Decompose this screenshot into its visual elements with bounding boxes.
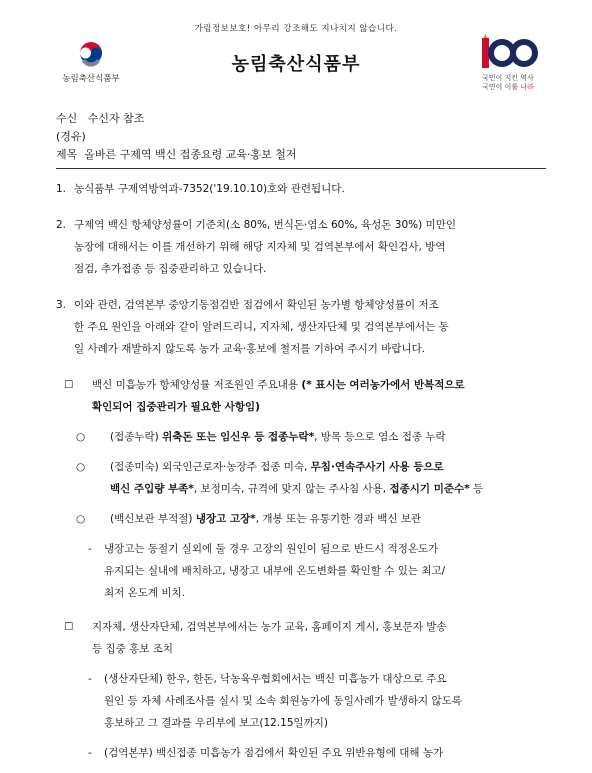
via-row: (경유) xyxy=(56,130,86,143)
ministry-title: 농림축산식품부 xyxy=(231,54,361,75)
cause-text xyxy=(110,456,546,478)
paragraph-number: 3. xyxy=(56,299,67,311)
paragraph-number: 2. xyxy=(56,219,67,231)
paragraph-line: 구제역 백신 항체양성률이 기준치(소 80%, 번식돈·염소 60%, 육성돈 30%) 미만인 xyxy=(74,219,456,231)
subject-row xyxy=(56,146,546,164)
circle-bullet-icon: ○ xyxy=(76,461,86,473)
cause-text xyxy=(110,426,546,448)
motto-banner: 가림정보보호! 아무리 강조해도 지나치지 않습니다. xyxy=(194,24,398,34)
ministry-logo-label: 농림축산식품부 xyxy=(62,74,120,84)
cause-detail: , 개봉 또는 유통기한 경과 백신 보관 xyxy=(255,513,422,525)
cause-detail: , 방목 등으로 염소 접종 누락 xyxy=(314,431,446,443)
cause-emphasis: 접종시기 미준수* xyxy=(389,483,470,495)
section-heading-line: 확인되어 집중관리가 필요한 사항임) xyxy=(92,401,260,413)
cause-category: (접종누락) xyxy=(110,431,163,443)
cause-item xyxy=(76,456,546,500)
dash-bullet-icon: - xyxy=(88,673,92,685)
cause-text xyxy=(110,478,546,500)
circle-bullet-icon: ○ xyxy=(76,431,86,443)
anniversary-100-icon xyxy=(478,32,538,74)
paragraph-1 xyxy=(56,178,546,200)
paragraph-text: 농식품부 구제역방역과-7352('19.10.10)호와 관련됩니다. xyxy=(74,183,345,195)
cause-detail: , 보정미숙, 규격에 맞지 않는 주사침 사용, xyxy=(193,483,390,495)
cause-category: (백신보관 부적절) xyxy=(110,513,196,525)
paragraph-line: 농장에 대해서는 이를 개선하기 위해 해당 지자체 및 검역본부에서 확인검사, 방역 xyxy=(74,241,446,253)
action-line: 원인 등 자체 사례조사를 실시 및 소속 회원농가에 동일사례가 발생하지 않도록 xyxy=(104,695,462,707)
dash-bullet-icon: - xyxy=(88,747,92,759)
action-line: (검역본부) 백신접종 미흡농가 점검에서 확인된 주요 위반유형에 대해 농가 xyxy=(104,747,444,759)
document-body xyxy=(56,178,546,764)
anniversary-tagline-1: 국민이 지킨 역사 xyxy=(482,74,534,82)
subject-value: 올바른 구제역 백신 접종요령 교육·홍보 철저 xyxy=(84,148,297,161)
section-heading-line xyxy=(92,374,546,396)
action-item xyxy=(88,742,546,764)
heading-text: 백신 미흡농가 항체양성률 저조원인 주요내용 xyxy=(92,379,302,391)
section-publicity xyxy=(64,616,546,660)
recipient-row xyxy=(56,110,546,128)
paragraph-line: 일 사례가 재발하지 않도록 농가 교육·홍보에 철저를 기하여 주시기 바랍니다. xyxy=(74,343,426,355)
paragraph-line: 한 주요 원인을 아래와 같이 알려드리니, 지자체, 생산자단체 및 검역본부에서는 동 xyxy=(74,321,449,333)
cause-text xyxy=(110,508,546,530)
action-item xyxy=(88,668,546,734)
recipient-value: 수신자 참조 xyxy=(87,112,145,125)
cause-emphasis: 무침·연속주사기 사용 등으로 xyxy=(310,461,444,473)
cause-detail: 등 xyxy=(469,483,484,495)
cause-emphasis: 백신 주입량 부족* xyxy=(110,483,194,495)
note-line: 최저 온도계 비치. xyxy=(104,587,186,599)
circle-bullet-icon: ○ xyxy=(76,513,86,525)
section-heading-line: 등 집중 홍보 조치 xyxy=(92,643,174,655)
section-heading-line: 지자체, 생산자단체, 검역본부에서는 농가 교육, 홈페이지 게시, 홍보문자 발송 xyxy=(92,621,447,633)
anniversary-logo xyxy=(478,32,538,92)
storage-note xyxy=(88,538,546,604)
anniversary-tagline-2 xyxy=(478,83,538,92)
note-line: 냉장고는 동절기 실외에 둘 경우 고장의 원인이 됨으로 반드시 적정온도가 xyxy=(104,543,439,555)
paragraph-line: 점검, 추가접종 등 집중관리하고 있습니다. xyxy=(74,263,267,275)
note-line: 유지되는 실내에 배치하고, 냉장고 내부에 온도변화를 확인할 수 있는 최고/ xyxy=(104,565,446,577)
paragraph-2 xyxy=(56,214,546,280)
action-line: 홍보하고 그 결과를 우리부에 보고(12.15일까지) xyxy=(104,717,329,729)
checkbox-bullet-icon: ☐ xyxy=(64,379,74,391)
checkbox-bullet-icon: ☐ xyxy=(64,621,74,633)
paragraph-number: 1. xyxy=(56,183,67,195)
header-divider xyxy=(56,168,546,169)
cause-item xyxy=(76,426,546,448)
action-line: (생산자단체) 한우, 한돈, 낙농육우협회에서는 백신 미흡농가 대상으로 주요 xyxy=(104,673,447,685)
cause-item xyxy=(76,508,546,530)
paragraph-3 xyxy=(56,294,546,360)
paragraph-line: 이와 관련, 검역본부 중앙기동점검반 점검에서 확인된 농가별 항체양성률이 저조 xyxy=(74,299,439,311)
tagline-2-accent: 나라 xyxy=(520,83,534,91)
cause-category: (접종미숙) 외국인근로자·농장주 접종 미숙, xyxy=(110,461,311,473)
dash-bullet-icon: - xyxy=(88,543,92,555)
document-header xyxy=(56,110,546,164)
heading-emphasis: (* 표시는 여러농가에서 반복적으로 xyxy=(301,379,465,391)
section-causes xyxy=(64,374,546,418)
tagline-2-text: 국민이 이룰 xyxy=(482,83,521,91)
recipient-label: 수신 xyxy=(56,112,78,125)
cause-emphasis: 냉장고 고장* xyxy=(195,513,256,525)
subject-label: 제목 xyxy=(56,148,78,161)
cause-emphasis: 위축돈 또는 임신우 등 접종누락* xyxy=(162,431,315,443)
